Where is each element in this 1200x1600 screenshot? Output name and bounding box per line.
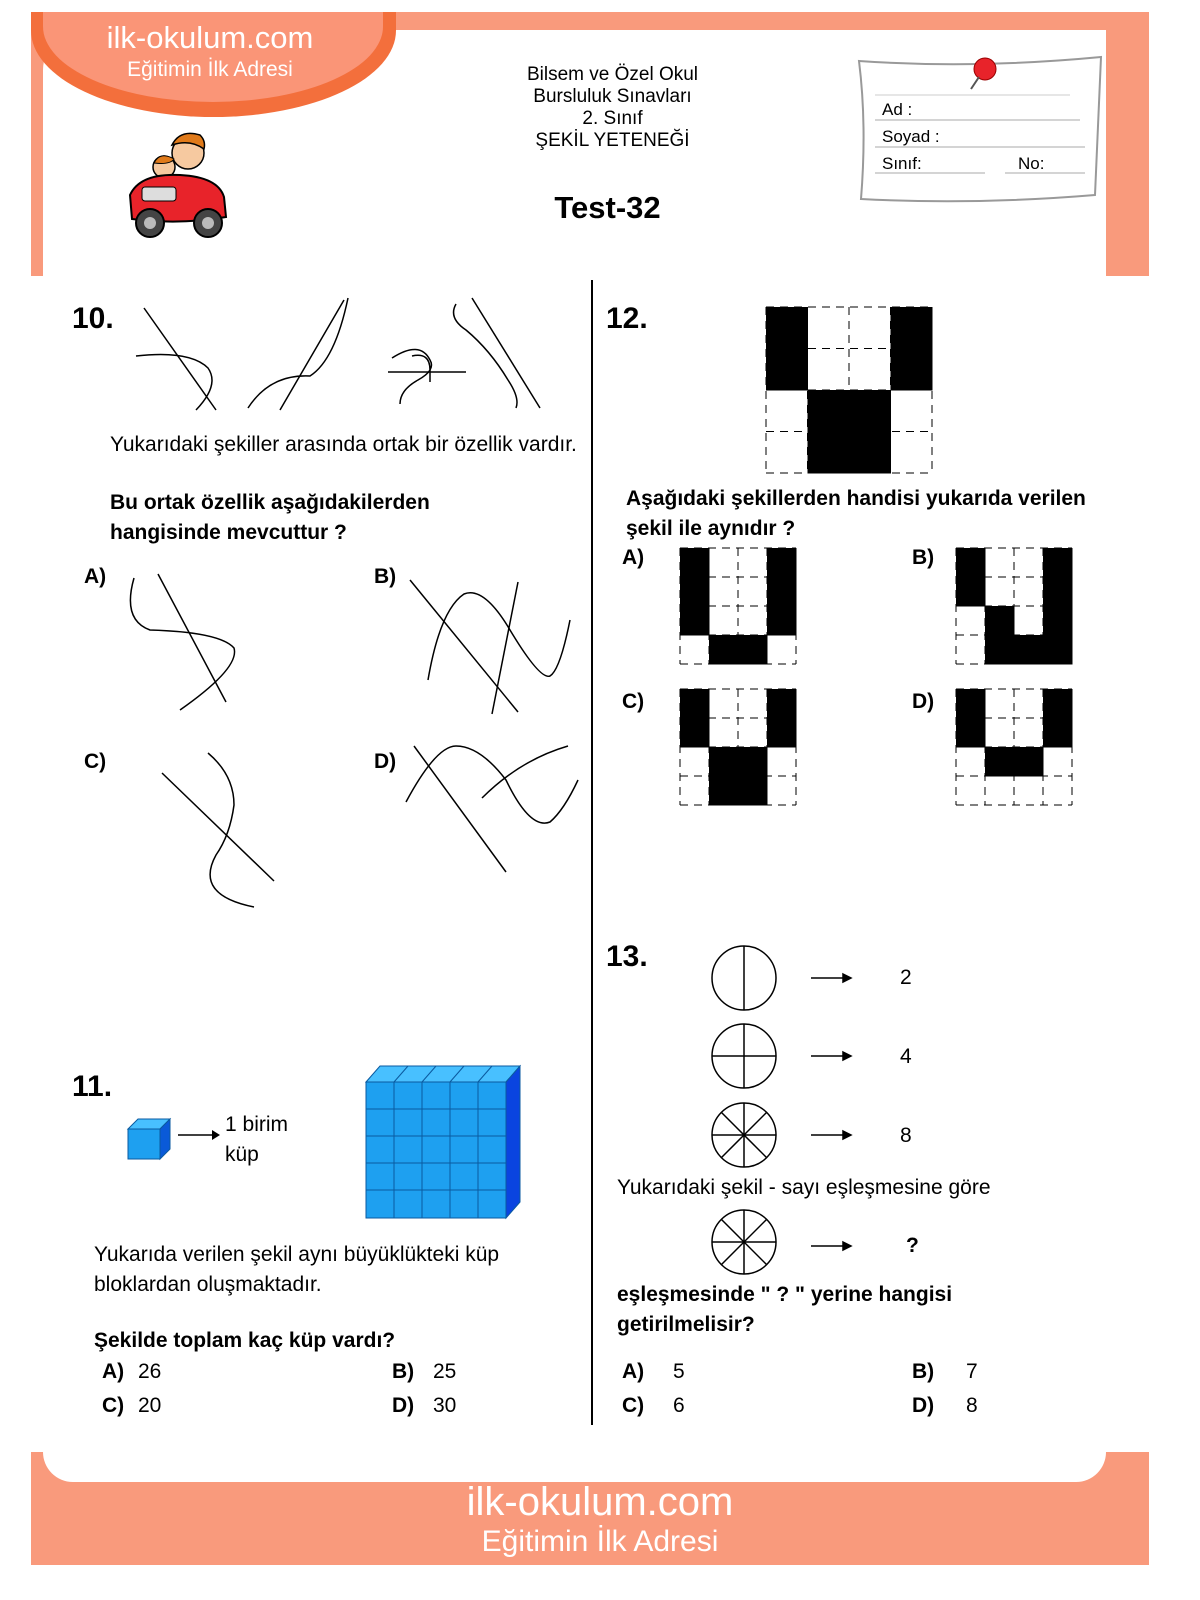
q12-option-d-grid[interactable] bbox=[956, 689, 1072, 805]
logo-site: ilk-okulum.com bbox=[106, 20, 314, 55]
q12-option-d[interactable]: D) bbox=[912, 690, 935, 713]
grid-cell-filled bbox=[1043, 548, 1073, 578]
q11-number: 11. bbox=[72, 1070, 113, 1103]
grid-cell-filled bbox=[767, 606, 797, 636]
q13-option-d-value[interactable]: 8 bbox=[966, 1394, 978, 1417]
grid-cell-filled bbox=[808, 390, 850, 432]
q13-circle-figures bbox=[705, 940, 865, 1300]
grid-cell-filled bbox=[767, 577, 797, 607]
q10-option-d[interactable]: D) bbox=[374, 750, 397, 773]
grid-cell-filled bbox=[1043, 635, 1073, 665]
q10-option-a[interactable]: A) bbox=[84, 565, 107, 588]
q13-pair-value-1: 2 bbox=[900, 966, 912, 989]
logo[interactable] bbox=[50, 20, 370, 82]
grid-cell-filled bbox=[709, 635, 739, 665]
q11-option-d-label[interactable]: D) bbox=[392, 1394, 415, 1417]
grid-cell-filled bbox=[738, 747, 768, 777]
grid-cell-filled bbox=[1043, 606, 1073, 636]
grid-cell-filled bbox=[767, 548, 797, 578]
grid-cell-filled bbox=[956, 548, 986, 578]
q12-option-b[interactable]: B) bbox=[912, 546, 935, 569]
logo-slogan: Eğitimin İlk Adresi bbox=[127, 58, 293, 81]
grid-cell-filled bbox=[985, 635, 1015, 665]
q13-question: eşleşmesinde " ? " yerine hangisi getirilmelisir? bbox=[617, 1283, 953, 1336]
q13-option-a-value[interactable]: 5 bbox=[673, 1360, 685, 1383]
ad-label: Ad : bbox=[882, 100, 913, 119]
cloud-line: Bilsem ve Özel Okul bbox=[526, 64, 699, 85]
q10-option-c-figure[interactable] bbox=[150, 745, 290, 915]
grid-cell-filled bbox=[808, 432, 850, 474]
q13-text: Yukarıdaki şekil - sayı eşleşmesine göre bbox=[617, 1176, 991, 1199]
q13-number: 13. bbox=[606, 940, 648, 973]
q13-option-c-label[interactable]: C) bbox=[622, 1394, 645, 1417]
q12-question: Aşağıdaki şekillerden handisi yukarıda verilen şekil ile aynıdır ? bbox=[626, 487, 1086, 540]
column-divider bbox=[591, 280, 593, 1425]
q13-option-b-value[interactable]: 7 bbox=[966, 1360, 978, 1383]
soyad-label: Soyad : bbox=[882, 127, 940, 146]
q11-option-a-value[interactable]: 26 bbox=[138, 1360, 162, 1383]
grid-cell-filled bbox=[680, 689, 710, 719]
cube-block-figure bbox=[360, 1060, 530, 1225]
q13-pair-value-3: 8 bbox=[900, 1124, 912, 1147]
grid-cell-filled bbox=[956, 718, 986, 748]
grid-cell-filled bbox=[891, 349, 933, 391]
q12-reference-grid bbox=[766, 307, 932, 473]
q12-option-c-grid[interactable] bbox=[680, 689, 796, 805]
cloud-line: 2. Sınıf bbox=[582, 108, 643, 129]
cloud-line: Bursluluk Sınavları bbox=[533, 86, 692, 107]
q10-option-b-figure[interactable] bbox=[400, 570, 580, 720]
grid-cell-filled bbox=[1014, 635, 1044, 665]
q13-pair-value-2: 4 bbox=[900, 1045, 912, 1068]
grid-cell-filled bbox=[680, 548, 710, 578]
grid-cell-filled bbox=[766, 349, 808, 391]
grid-cell-filled bbox=[766, 307, 808, 349]
grid-cell-filled bbox=[709, 776, 739, 806]
thought-bubbles-icon bbox=[230, 160, 460, 230]
q11-option-c-label[interactable]: C) bbox=[102, 1394, 125, 1417]
grid-cell-filled bbox=[709, 747, 739, 777]
grid-cell-filled bbox=[985, 747, 1015, 777]
page-title: Test-32 bbox=[554, 190, 661, 225]
q13-unknown: ? bbox=[906, 1234, 919, 1257]
q10-option-c[interactable]: C) bbox=[84, 750, 107, 773]
cloud-text bbox=[490, 64, 735, 152]
grid-cell-filled bbox=[849, 390, 891, 432]
q10-figures bbox=[130, 290, 560, 420]
grid-cell-filled bbox=[956, 689, 986, 719]
q11-unit-label-1: 1 birim bbox=[225, 1113, 289, 1136]
sinif-label: Sınıf: bbox=[882, 154, 922, 173]
footer-logo[interactable] bbox=[350, 1480, 850, 1559]
q13-option-a-label[interactable]: A) bbox=[622, 1360, 645, 1383]
q10-option-b[interactable]: B) bbox=[374, 565, 397, 588]
grid-cell-filled bbox=[1043, 718, 1073, 748]
q11-option-c-value[interactable]: 20 bbox=[138, 1394, 162, 1417]
q12-option-a-grid[interactable] bbox=[680, 548, 796, 664]
q13-option-c-value[interactable]: 6 bbox=[673, 1394, 685, 1417]
q12-option-a[interactable]: A) bbox=[622, 546, 645, 569]
q10-option-a-figure[interactable] bbox=[110, 560, 250, 720]
grid-cell-filled bbox=[1043, 689, 1073, 719]
q13-option-b-label[interactable]: B) bbox=[912, 1360, 935, 1383]
grid-cell-filled bbox=[1014, 747, 1044, 777]
q10-question: Bu ortak özellik aşağıdakilerden hangisinde mevcuttur ? bbox=[110, 491, 430, 544]
cloud-line: ŞEKİL YETENEĞİ bbox=[535, 130, 690, 151]
grid-cell-filled bbox=[985, 606, 1015, 636]
no-label: No: bbox=[1018, 154, 1045, 173]
grid-cell-filled bbox=[680, 606, 710, 636]
q11-option-b-value[interactable]: 25 bbox=[433, 1360, 457, 1383]
grid-cell-filled bbox=[680, 718, 710, 748]
q12-number: 12. bbox=[606, 302, 648, 335]
grid-cell-filled bbox=[849, 432, 891, 474]
grid-cell-filled bbox=[767, 718, 797, 748]
q12-option-c[interactable]: C) bbox=[622, 690, 645, 713]
footer-slogan: Eğitimin İlk Adresi bbox=[481, 1525, 719, 1558]
q11-option-b-label[interactable]: B) bbox=[392, 1360, 415, 1383]
grid-cell-filled bbox=[738, 635, 768, 665]
unit-cube-icon bbox=[126, 1115, 236, 1165]
q11-unit-label-2: küp bbox=[225, 1143, 259, 1166]
q12-option-b-grid[interactable] bbox=[956, 548, 1072, 664]
grid-cell-filled bbox=[680, 577, 710, 607]
q10-number: 10. bbox=[72, 302, 114, 335]
grid-cell-filled bbox=[891, 307, 933, 349]
footer-notch bbox=[43, 1452, 1106, 1482]
q11-text: Yukarıda verilen şekil aynı büyüklükteki küp bloklardan oluşmaktadır. bbox=[94, 1243, 500, 1296]
grid-cell-filled bbox=[956, 577, 986, 607]
q10-option-d-figure[interactable] bbox=[400, 740, 580, 880]
q11-option-a-label[interactable]: A) bbox=[102, 1360, 125, 1383]
car-mascot-icon bbox=[120, 125, 240, 245]
q13-option-d-label[interactable]: D) bbox=[912, 1394, 935, 1417]
grid-cell-filled bbox=[1043, 577, 1073, 607]
q10-text: Yukarıdaki şekiller arasında ortak bir özellik vardır. bbox=[110, 433, 577, 456]
footer-site: ilk-okulum.com bbox=[466, 1480, 734, 1524]
q11-question: Şekilde toplam kaç küp vardı? bbox=[94, 1329, 396, 1352]
q11-option-d-value[interactable]: 30 bbox=[433, 1394, 457, 1417]
grid-cell-filled bbox=[767, 689, 797, 719]
grid-cell-filled bbox=[738, 776, 768, 806]
